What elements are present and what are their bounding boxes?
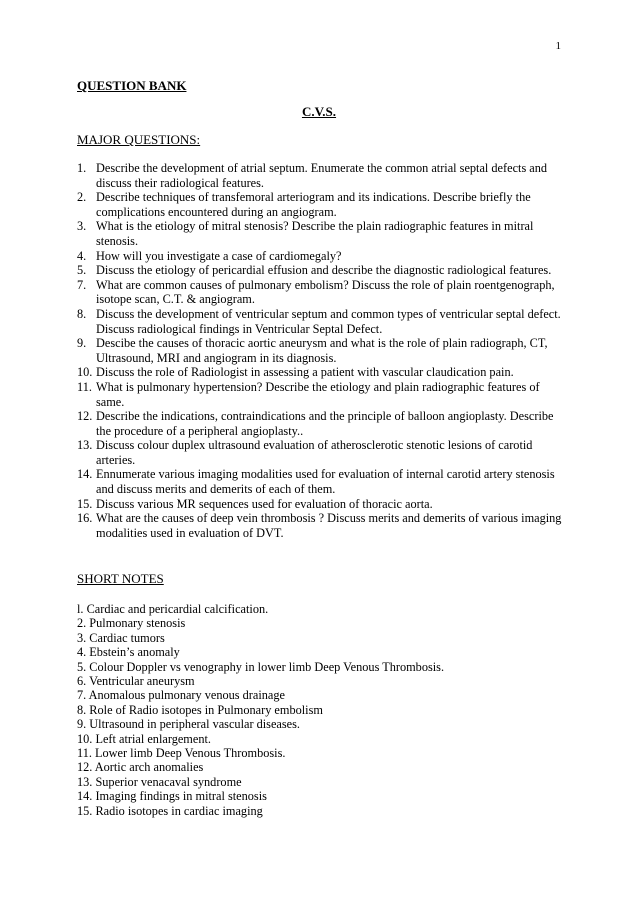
list-item: 8. Role of Radio isotopes in Pulmonary embolism: [77, 702, 323, 717]
item-number: 3.: [77, 219, 87, 234]
list-item: [77, 438, 567, 467]
list-item: 5. Colour Doppler vs venography in lower limb Deep Venous Thrombosis.: [77, 659, 445, 674]
list-item: [77, 278, 567, 307]
list-item: 9. Ultrasound in peripheral vascular diseases.: [77, 717, 300, 732]
list-item: [77, 219, 567, 248]
list-item: [77, 263, 567, 278]
item-number: 12.: [77, 409, 93, 424]
item-number: 13.: [77, 438, 93, 453]
item-text: Descibe the causes of thoracic aortic aneurysm and what is the role of plain radiograph, CT, Ultrasound, MRI and angiogram in its diagnosis.: [96, 336, 548, 365]
list-item: 14. Imaging findings in mitral stenosis: [77, 789, 267, 804]
item-number: 1.: [77, 161, 87, 175]
list-item: [77, 190, 567, 219]
item-text: Discuss various MR sequences used for evaluation of thoracic aorta.: [96, 496, 433, 511]
document-subtitle: C.V.S.: [301, 104, 337, 119]
item-text: Describe the indications, contraindications and the principle of balloon angioplasty. Describe the procedure of a peripheral angioplasty..: [96, 409, 554, 438]
list-item: 11. Lower limb Deep Venous Thrombosis.: [77, 746, 286, 761]
item-number: 9.: [77, 336, 87, 351]
list-item: [77, 336, 567, 365]
item-text: Discuss the etiology of pericardial effusion and describe the diagnostic radiological features.: [96, 263, 552, 278]
short-notes-list: [77, 602, 567, 818]
item-text: Describe techniques of transfemoral arteriogram and its indications. Describe briefly the complications encountered during an angiogram.: [96, 190, 531, 219]
page-number: 1: [555, 40, 561, 52]
item-number: 7.: [77, 277, 87, 292]
list-item: [77, 249, 567, 264]
item-number: 11.: [77, 379, 92, 394]
list-item: [77, 511, 567, 540]
item-number: 2.: [77, 190, 87, 205]
item-text: What are common causes of pulmonary embolism? Discuss the role of plain roentgenograph, isotope scan, C.T. & angiogram.: [96, 277, 555, 307]
list-item: [77, 161, 567, 190]
list-item: 10. Left atrial enlargement.: [77, 731, 211, 746]
item-text: Discuss the development of ventricular septum and common types of ventricular septal defect. Discuss radiological findings in Ventricular Septal Defect.: [96, 306, 561, 336]
list-item: [77, 365, 567, 380]
list-item: 13. Superior venacaval syndrome: [77, 774, 242, 789]
list-item: [77, 307, 567, 336]
short-notes-heading: SHORT NOTES: [77, 571, 164, 586]
item-text: Describe the development of atrial septum. Enumerate the common atrial septal defects and discuss their radiological features.: [96, 161, 548, 190]
item-number: 16.: [77, 511, 93, 526]
item-number: 5.: [77, 263, 87, 278]
list-item: [77, 409, 567, 438]
list-item: 3. Cardiac tumors: [77, 630, 165, 645]
document-title: QUESTION BANK: [77, 78, 187, 93]
list-item: 7. Anomalous pulmonary venous drainage: [77, 688, 285, 703]
list-item: 4. Ebstein’s anomaly: [77, 645, 180, 660]
item-number: 8.: [77, 306, 87, 321]
major-questions-list: [77, 161, 567, 540]
list-item: 12. Aortic arch anomalies: [77, 760, 204, 775]
item-number: 14.: [77, 467, 93, 482]
list-item: [77, 497, 567, 512]
item-text: What are the causes of deep vein thrombosis ? Discuss merits and demerits of various imaging modalities used in evaluation of DVT.: [96, 511, 562, 540]
list-item: 15. Radio isotopes in cardiac imaging: [77, 803, 263, 818]
item-number: 15.: [77, 496, 93, 511]
item-number: 10.: [77, 365, 93, 380]
item-text: Discuss the role of Radiologist in assessing a patient with vascular claudication pain.: [96, 365, 514, 380]
list-item: [77, 467, 567, 496]
item-text: Discuss colour duplex ultrasound evaluation of atherosclerotic stenotic lesions of carotid arteries.: [96, 438, 533, 467]
list-item: 2. Pulmonary stenosis: [77, 616, 186, 631]
item-text: What is pulmonary hypertension? Describe the etiology and plain radiographic features of same.: [96, 379, 540, 409]
item-text: Ennumerate various imaging modalities used for evaluation of internal carotid artery stenosis and discuss merits and demerits of each of them.: [96, 467, 555, 497]
list-item: [77, 380, 567, 409]
list-item: 6. Ventricular aneurysm: [77, 674, 195, 689]
item-text: How will you investigate a case of cardiomegaly?: [96, 248, 342, 263]
item-text: What is the etiology of mitral stenosis? Describe the plain radiographic features in mitral stenosis.: [96, 219, 534, 248]
item-number: 4.: [77, 248, 87, 263]
major-questions-heading: MAJOR QUESTIONS:: [77, 132, 201, 147]
list-item: l. Cardiac and pericardial calcification.: [77, 602, 269, 616]
